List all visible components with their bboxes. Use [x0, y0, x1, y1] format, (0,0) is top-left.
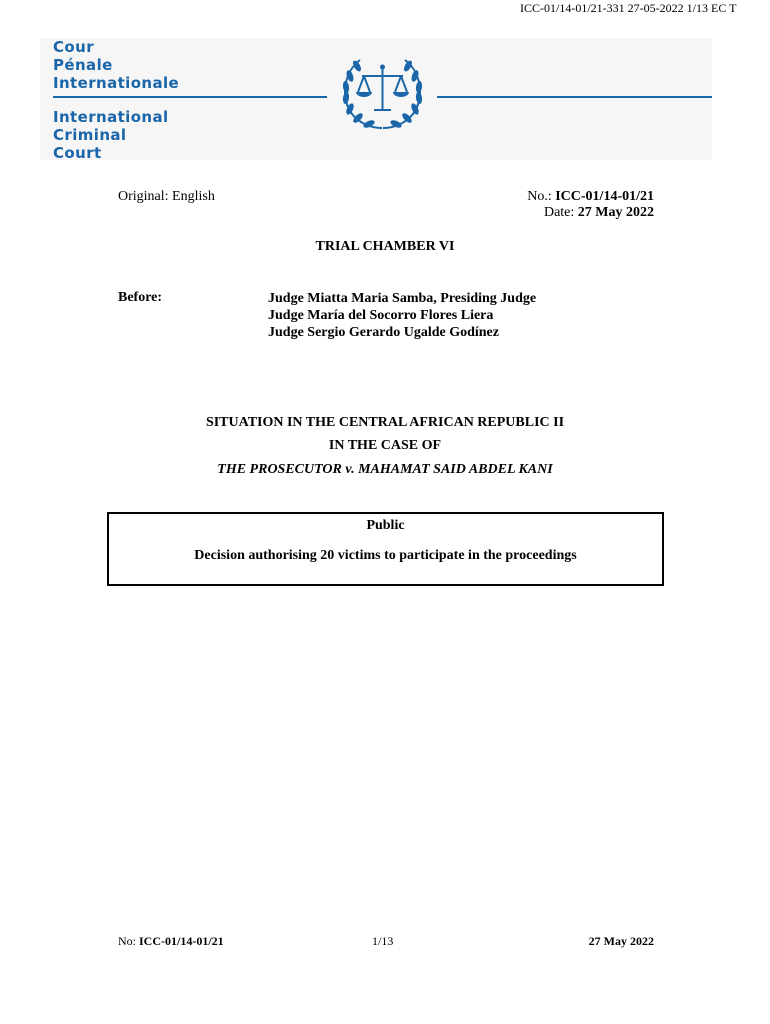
footer-date: 27 May 2022	[588, 934, 654, 948]
logo-word: Cour	[53, 38, 94, 56]
before-label: Before:	[118, 290, 163, 305]
classification-label: Public	[366, 518, 405, 533]
footer-no-label: No:	[118, 934, 136, 948]
case-number-label: No.:	[527, 189, 552, 204]
scales-of-justice-laurel-icon	[330, 52, 435, 132]
logo-french-name	[53, 38, 179, 92]
judge-name: Judge Miatta Maria Samba, Presiding Judge	[268, 291, 537, 306]
decision-title-box	[107, 512, 664, 586]
document-reference: ICC-01/14-01/21-331 27-05-2022 1/13 EC T	[520, 1, 737, 15]
logo-word: Pénale	[53, 56, 113, 74]
document-date: 27 May 2022	[577, 205, 654, 220]
chamber-name: TRIAL CHAMBER VI	[315, 239, 455, 254]
judge-name: Judge María del Socorro Flores Liera	[268, 308, 494, 323]
logo-divider-right	[437, 96, 712, 98]
logo-english-name	[53, 108, 169, 162]
case-title: THE PROSECUTOR v. MAHAMAT SAID ABDEL KANI	[217, 462, 553, 477]
judges-list	[268, 290, 536, 341]
logo-word: International	[53, 108, 169, 126]
decision-title: Decision authorising 20 victims to participate in the proceedings	[194, 548, 577, 563]
judge-name: Judge Sergio Gerardo Ugalde Godínez	[268, 325, 499, 340]
logo-divider-left	[53, 96, 327, 98]
logo-word: Court	[53, 144, 102, 162]
date-label: Date:	[543, 205, 575, 220]
case-number-block	[527, 189, 654, 221]
original-language: Original: English	[118, 189, 215, 204]
footer-case-number	[118, 934, 224, 949]
page-number: 1/13	[372, 934, 394, 948]
case-of-label: IN THE CASE OF	[328, 438, 442, 453]
case-number: ICC-01/14-01/21	[555, 189, 654, 204]
logo-word: Criminal	[53, 126, 127, 144]
footer-no-value: ICC-01/14-01/21	[139, 934, 224, 948]
situation-title: SITUATION IN THE CENTRAL AFRICAN REPUBLIC II	[205, 415, 565, 430]
logo-word: Internationale	[53, 74, 180, 92]
